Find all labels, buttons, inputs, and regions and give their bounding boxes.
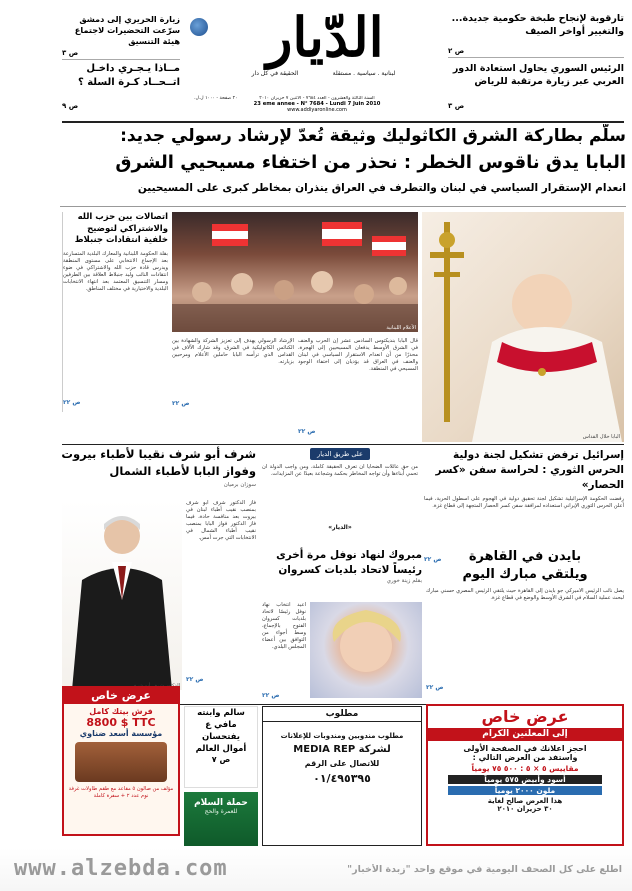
sharaf-story-page: ص ٢٢ [186, 676, 204, 683]
congrats-story [262, 548, 422, 608]
ad-right-offer [426, 704, 624, 846]
biden-story [426, 548, 624, 698]
col-story-b [172, 338, 294, 410]
biden-headline-1: بايدن في القاهرة [468, 549, 582, 564]
sharaf-headline-2: وفواز البابا لأطباء الشمال [109, 464, 256, 478]
col-story-b-body: الإرشاد الرسولي يهدف إلى تعزيز الشركة والشهادة بين الكنائس الكاثوليكية في الشرق، وقد شارك الآلاف في القداس الذي ترأسه البابا حاملين الأعلام ومرحبين بزيارته. [172, 338, 294, 365]
teaser-left-1-text: زيارة الحريري إلى دمشق سرّعت التحضيرات لاجتماع هيئة التنسيق [74, 14, 180, 46]
ad-left-line2: 8800 $ TTC [86, 716, 156, 729]
israel-headline-2: الحرس الثوري : لحراسة سفن «كسر الحصار» [435, 464, 624, 491]
ad-right-footer1: هذا العرض صالح لغاية [487, 797, 563, 805]
teaser-right-2-text: الرئيس السوري يحاول استعادة الدور العربي عبر زيارة مرتقبة للرياض [452, 63, 624, 87]
teaser-right-2 [448, 62, 624, 110]
side-story-headline: اتصالات بين حزب الله والاشتراكي لتوضيح خلفية انتقادات جنبلاط [74, 212, 168, 245]
crowd-flags-graphic [172, 212, 418, 332]
masthead-logo: الدّيار [266, 5, 384, 69]
ad-wanted-line2: لشركة MEDIA REP [293, 744, 391, 755]
ad-right-footer2: ٣٠ حزيران ٢٠١٠ [497, 805, 553, 813]
col-story-a [298, 338, 418, 438]
sharaf-photo [62, 500, 182, 690]
side-story-body: بقلة الحكومة اللبنانية والمعارك البلدية المتسارعة بعد الإجماع الانتخابي على مستوى المنطقة ويدرس قادة حزب الله والاشتراكي في ضوء انتقادات النائب وليد جنبلاط العلاقة بين الطرفين ومسار التنسيق المعتمد بعد انتهاء الانتخابات البلدية والاختيارية في مختلف المناطق. [63, 250, 168, 292]
congrats-byline: بقلم زينة خوري [386, 578, 422, 584]
masthead [180, 6, 450, 106]
main-headline-line2: البابا يدق ناقوس الخطر : نحذر من اختفاء مسيحيي الشرق [115, 152, 626, 173]
issue-line: 23 eme annee - N° 7684 - Lundi 7 Juin 2010 [253, 101, 381, 107]
main-headline-line1: سلّم بطاركة الشرق الكاثوليك وثيقة تُعدّ لإرشاد رسولي جديد: [120, 126, 626, 146]
ad-salam [184, 792, 258, 846]
editorial-label: على طريق الديار [310, 448, 370, 460]
ad-wanted-title: مطلوب [263, 707, 421, 722]
ad-salam-sub: للعمرة والحج [204, 808, 238, 815]
ad-salem [184, 706, 258, 788]
congrats-portrait-graphic [310, 602, 422, 698]
ad-salem-line2: مافي ع [205, 720, 237, 730]
congrats-photo [310, 602, 422, 698]
pope-photo [422, 212, 624, 442]
teaser-right-1-text: تارقوبة لإنجاح طبخة حكومية جديدة... والتغيير أواخر الصيف [451, 13, 624, 37]
ad-right-price3: ملون ٢٠٠٠ يومياً [448, 786, 602, 795]
ad-wanted-phone: ٠١/٤٩٥٣٩٥ [313, 772, 371, 785]
ad-salem-line3: يفتحسان [201, 732, 240, 742]
editorial [262, 448, 418, 540]
issue-info [192, 96, 442, 120]
masthead-website: www.addiyaronline.com [287, 107, 347, 113]
ad-left-line1: فرش بيتك كامل [89, 707, 153, 716]
pope-graphic [422, 212, 624, 442]
congrats-story-body: أعيد انتخاب نهاد نوفل رئيسًا لاتحاد بلديات كسروان الفتوح بالإجماع، وسط أجواء من التوافق بين أعضاء المجلس البلدي. [262, 602, 306, 650]
watermark-url[interactable]: www.alzebda.com [14, 856, 228, 881]
masthead-subtitle: لبنانية . سياسية . مستقلة [332, 70, 396, 77]
watermark-bar [0, 848, 632, 891]
sharaf-story-text [186, 500, 256, 690]
masthead-tagline: الحقيقة في كل دار [251, 70, 299, 77]
masthead-divider [62, 121, 624, 123]
issue-line-ar: السنة الثالثة والعشرون - العدد ٧٦٨٤ - الاثنين ٧ حزيران ٢٠١٠ [259, 96, 375, 101]
sharaf-headline-1: شرف أبو شرف نقيبا لأطباء بيروت [61, 447, 256, 461]
col-story-a-body: قال البابا بنديكتوس السادس عشر إن الحرب والعنف في الشرق الأوسط يدفعان المسيحيين إلى الهجرة، محذرًا من أن انعدام الاستقرار السياسي في لبنان والعنف في العراق قد يؤديان إلى اختفاء الوجود المسيحي في المنطقة. [298, 338, 418, 372]
congrats-story-page: ص ٢٢ [262, 692, 280, 699]
ad-left-footer: مؤلف من صالون ٥ مقاعد مع طقم طاولات غرفة نوم عدد ٢ + سفرة كاملة [68, 786, 174, 799]
ad-wanted [262, 706, 422, 846]
teaser-right-1 [448, 12, 624, 58]
ad-salam-title: حملة السلام [194, 798, 248, 808]
teaser-right-1-page: ص ٢ [448, 47, 465, 55]
teaser-left-1-page: ص ٣ [62, 49, 79, 57]
masthead-price: ٢٠ صفحة - ١٠٠٠ ل.ل. [194, 96, 238, 101]
sharaf-byline: سوزان برميان [223, 482, 256, 488]
ad-right-title: عرض خاص [481, 707, 569, 726]
biden-story-page: ص ٢٢ [426, 684, 444, 691]
teaser-left-2-page: ص ٩ [62, 102, 79, 110]
ad-salem-page: ص ٧ [211, 755, 231, 764]
side-story-page: ص ٢٢ [63, 398, 81, 406]
israel-headline-1: إسرائيل ترفض تشكيل لجنة دولية [452, 449, 624, 461]
teaser-left-1 [62, 14, 180, 60]
sharaf-story-body: فاز الدكتور شرف أبو شرف بمنصب نقيب أطباء لبنان في بيروت بعد منافسة حادة، فيما فاز الدكتور فواز البابا بمنصب نقيب أطباء الشمال في الانتخابات التي جرت أمس. [186, 500, 256, 541]
israel-story-page: ص ٢٢ [424, 556, 442, 563]
teaser-left-2 [62, 62, 180, 110]
section-divider [62, 444, 624, 445]
ad-wanted-line3: للاتصال على الرقم [304, 759, 380, 768]
watermark-slogan: اطلع على كل الصحف اليومية في موقع واحد "زبدة الأخبار" [347, 864, 622, 875]
ad-left-title: عرض خاص [64, 688, 178, 704]
ad-right-line2: واستفد من العرض التالي : [472, 753, 578, 762]
col-story-b-page: ص ٢٢ [172, 400, 190, 407]
ad-right-line1: احجز اعلانك في الصفحة الأولى [463, 744, 587, 753]
editorial-body: من حق عائلات الضحايا أن تعرف الحقيقة كاملة، ومن واجب الدولة أن تحمي أبناءها وأن تواجه المخاطر بحكمة وشجاعة بعيدًا عن المزايدات. [262, 464, 418, 477]
israel-story-body: رفضت الحكومة الإسرائيلية تشكيل لجنة تحقيق دولية في الهجوم على أسطول الحرية، فيما أعلن الحرس الثوري الإيراني استعداده لمرافقة سفن كسر الحصار المتجهة إلى قطاع غزة. [424, 496, 624, 509]
col-story-a-page: ص ٢٢ [298, 428, 316, 435]
congrats-headline-1: مبروك لنهاد نوفل مرة أخرى [276, 549, 422, 561]
biden-headline-2: ويلتقي مبارك اليوم [462, 567, 588, 582]
ad-salem-line4: أموال العالم [195, 744, 247, 754]
biden-story-body: يصل نائب الرئيس الأميركي جو بايدن إلى القاهرة حيث يلتقي الرئيس المصري حسني مبارك لبحث عملية السلام في الشرق الأوسط والوضع في قطاع غزة. [426, 588, 624, 601]
side-story [62, 212, 168, 412]
congrats-story-text [262, 602, 306, 704]
ad-right-price2: أسود وأبيض ٥٧٥ يومياً [448, 775, 602, 784]
ad-left-offer [62, 686, 180, 836]
pope-photo-caption: البابا خلال القداس [582, 434, 620, 440]
ad-salem-line1: سالم وابنته [197, 708, 245, 718]
main-headline-line3: انعدام الإستقرار السياسي في لبنان والتطرف في العراق ينذران بمخاطر كبرى على المسيحيين [137, 182, 626, 194]
crowd-photo [172, 212, 418, 332]
teaser-left-2-text: مــاذا يـجـري داخـل اتــحــاد كـرة السلة ؟ [77, 63, 180, 88]
congrats-headline-2: رئيساً لاتحاد بلديات كسروان [278, 564, 422, 576]
ad-wanted-line1: مطلوب مندوبين ومندوبات للإعلانات [280, 732, 404, 740]
headline-divider [60, 206, 626, 207]
ad-left-line3: مؤسسة أسعد ضناوي [79, 729, 163, 738]
teaser-right-2-page: ص ٣ [448, 102, 465, 110]
ad-right-banner: إلى المعلنين الكرام [428, 728, 622, 741]
ad-left-sofa-graphic [75, 742, 167, 782]
logo-globe-icon [190, 18, 208, 36]
sharaf-portrait-graphic [62, 500, 182, 690]
ad-right-price1: مقاييس ٥ × ٥ : ٥٠٠ ٧٥ يومياً [471, 764, 579, 773]
crowd-photo-caption: الأعلام اللبنانية [386, 325, 416, 331]
editorial-signature: «الديار» [328, 524, 352, 531]
